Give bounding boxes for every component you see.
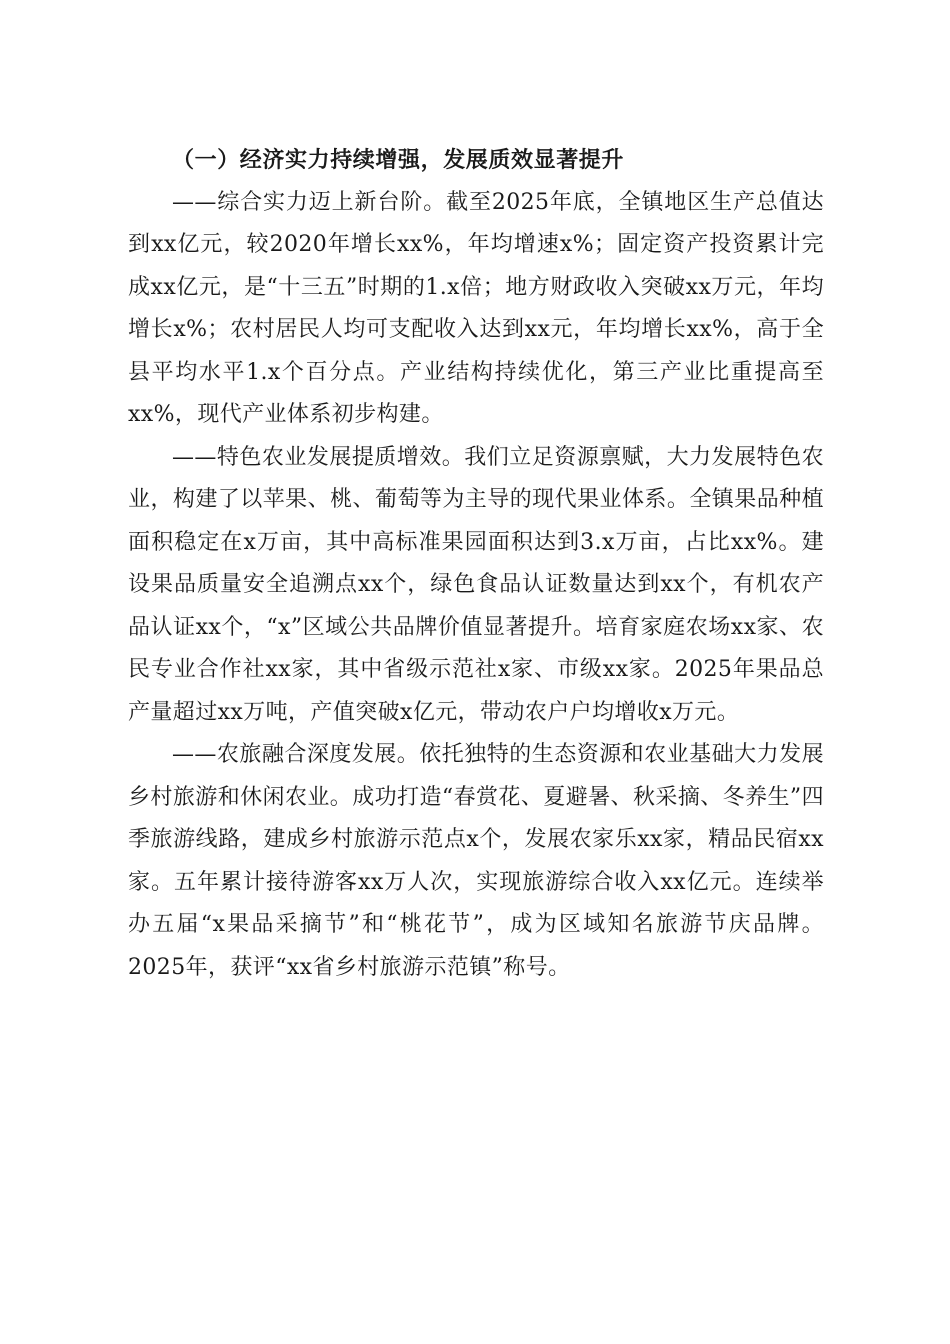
- paragraph-specialty-agriculture: ——特色农业发展提质增效。我们立足资源禀赋，大力发展特色农业，构建了以苹果、桃、葡萄等为主导的现代果业体系。全镇果品种植面积稳定在x万亩，其中高标准果园面积达到3.x万亩，占比xx%。建设果品质量安全追溯点xx个，绿色食品认证数量达到xx个，有机农产品认证xx个，“x”区域公共品牌价值显著提升。培育家庭农场xx家、农民专业合作社xx家，其中省级示范社x家、市级xx家。2025年果品总产量超过xx万吨，产值突破x亿元，带动农户户均增收x万元。: [128, 444, 824, 725]
- paragraph-economic-strength: ——综合实力迈上新台阶。截至2025年底，全镇地区生产总值达到xx亿元，较2020年增长xx%，年均增速x%；固定资产投资累计完成xx亿元，是“十三五”时期的1.x倍；地方财政收入突破xx万元，年均增长x%；农村居民人均可支配收入达到xx元，年均增长xx%，高于全县平均水平1.x个百分点。产业结构持续优化，第三产业比重提高至xx%，现代产业体系初步构建。: [128, 189, 824, 427]
- document-body: [128, 139, 824, 989]
- paragraph-agritourism: ——农旅融合深度发展。依托独特的生态资源和农业基础大力发展乡村旅游和休闲农业。成功打造“春赏花、夏避暑、秋采摘、冬养生”四季旅游线路，建成乡村旅游示范点x个，发展农家乐xx家，精品民宿xx家。五年累计接待游客xx万人次，实现旅游综合收入xx亿元。连续举办五届“x果品采摘节”和“桃花节”，成为区域知名旅游节庆品牌。2025年，获评“xx省乡村旅游示范镇”称号。: [128, 742, 824, 980]
- section-heading: （一）经济实力持续增强，发展质效显著提升: [172, 147, 625, 173]
